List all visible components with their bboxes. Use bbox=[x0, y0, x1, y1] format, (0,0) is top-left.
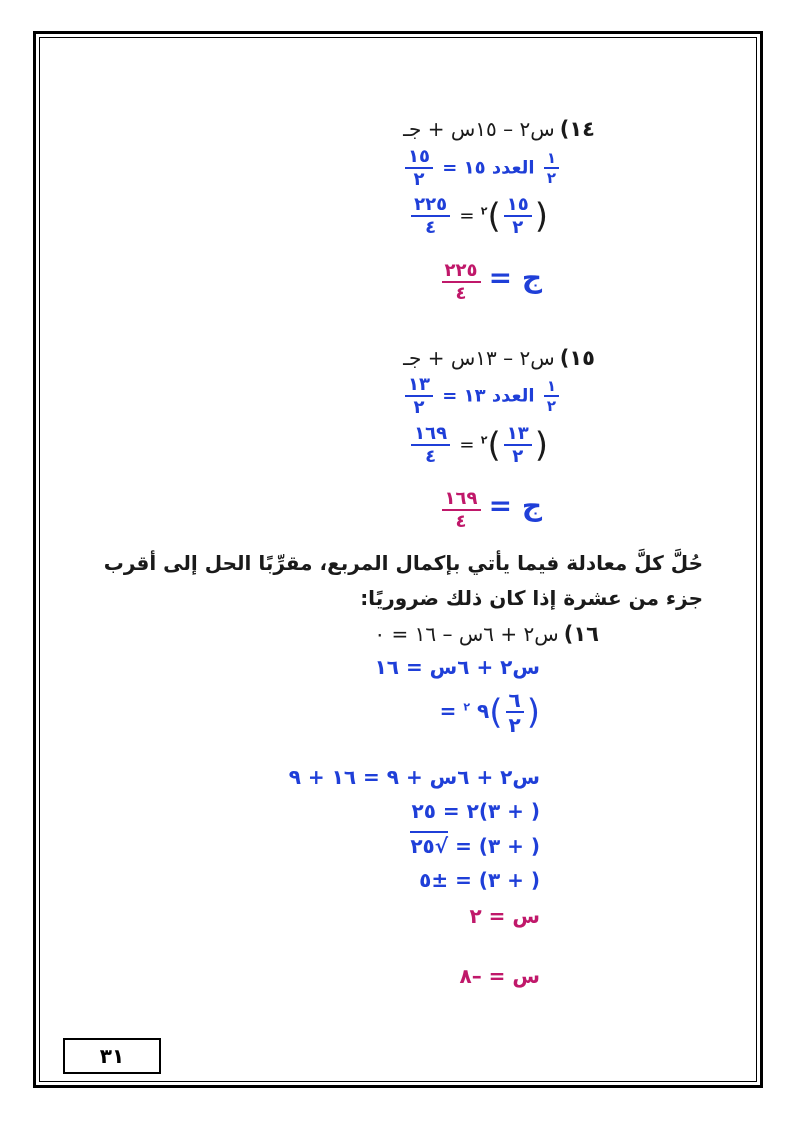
problem-16-step-3: س٢ + ٦س + ٩ = ١٦ + ٩ bbox=[288, 765, 540, 789]
c-fraction: $\frac{٢٢٥}{٤}$ bbox=[442, 262, 481, 303]
half-fraction: $\frac{١}{٢}$ bbox=[544, 151, 559, 186]
instruction-line-1: حُلَّ كلَّ معادلة فيما يأتي بإكمال المربع، مقرِّبًا الحل إلى أقرب bbox=[103, 551, 703, 575]
problem-16-step-4: ( + ٣)٢ = ٢٥ bbox=[411, 799, 540, 823]
problem-14-number: ١٤) bbox=[559, 117, 595, 141]
problem-16-step-6: ( + ٣) = ±٥ bbox=[419, 868, 540, 892]
square-result-fraction: $\frac{٢٢٥}{٤}$ bbox=[411, 196, 450, 237]
square-inner-fraction: $\frac{١٥}{٢}$ bbox=[504, 196, 532, 237]
problem-16-solution-2: س = –٨ bbox=[459, 964, 540, 988]
problem-16-number: ١٦) bbox=[563, 622, 599, 646]
page-number: ٣١ bbox=[63, 1038, 161, 1074]
problem-16-step-5: ( + ٣) = √٢٥ bbox=[410, 834, 540, 858]
problem-15-square-step: $\frac{١٦٩}{٤}$ = $^٢$( $\frac{١٣}{٢}$ ) bbox=[408, 425, 548, 466]
problem-14-expression: س٢ – ١٥س + جـ bbox=[403, 117, 555, 141]
problem-16-expression: س٢ + ٦س – ١٦ = ٠ bbox=[374, 622, 559, 646]
c-label: ج = bbox=[488, 261, 542, 294]
half-result-fraction: $\frac{١٥}{٢}$ bbox=[405, 148, 433, 189]
problem-14-c-value bbox=[439, 261, 542, 303]
problem-16-solution-1: س = ٢ bbox=[469, 904, 540, 928]
half-label: العدد ١٥ = bbox=[442, 157, 535, 179]
problem-14-square-step: $\frac{٢٢٥}{٤}$ = $^٢$( $\frac{١٥}{٢}$ ) bbox=[408, 196, 548, 237]
problem-14-half-step bbox=[402, 148, 562, 189]
square-root: √٢٥ bbox=[410, 831, 448, 858]
problem-14-header bbox=[403, 117, 595, 141]
problem-15-half-step: $\frac{١}{٢}$ العدد ١٣ = $\frac{١٣}{٢}$ bbox=[402, 376, 562, 417]
problem-16-step-1: س٢ + ٦س = ١٦ bbox=[374, 655, 540, 679]
problem-16-step-2: = ٩ $^٢$ ( $\frac{٦}{٢}$ ) bbox=[439, 688, 540, 737]
problem-16-header bbox=[374, 622, 599, 646]
instruction-line-2: جزء من عشرة إذا كان ذلك ضروريًا: bbox=[360, 586, 703, 610]
problem-15-expression: س٢ – ١٣س + جـ bbox=[403, 346, 555, 370]
problem-15-number: ١٥) bbox=[559, 346, 595, 370]
problem-15-header bbox=[403, 346, 595, 370]
problem-15-c-value: ج = $\frac{١٦٩}{٤}$ bbox=[439, 489, 542, 531]
